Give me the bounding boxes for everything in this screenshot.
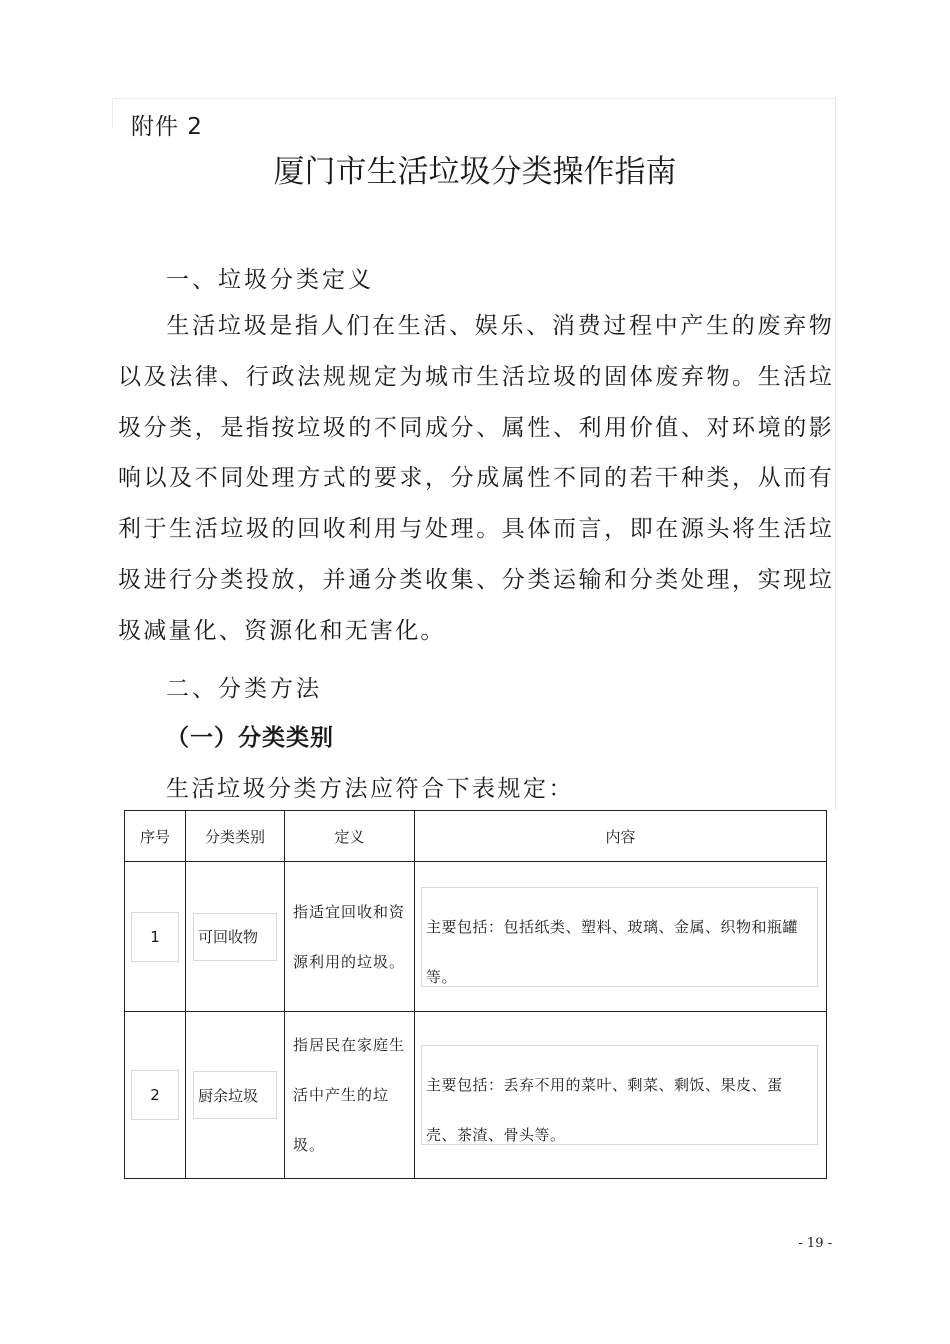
content-box: 主要包括：丢弃不用的菜叶、剩菜、剩饭、果皮、蛋壳、茶渣、骨头等。 [421, 1045, 818, 1145]
header-definition: 定义 [285, 811, 415, 862]
frame-left-line [112, 98, 113, 128]
header-category: 分类类别 [186, 811, 285, 862]
cell-no [125, 1012, 186, 1179]
table-row [125, 862, 827, 1012]
category-box: 可回收物 [193, 913, 277, 961]
definition-paragraph [118, 301, 834, 657]
frame-right-line [835, 98, 836, 810]
cell-content [415, 1012, 827, 1179]
section-heading-definition: 一、垃圾分类定义 [166, 267, 374, 293]
cell-no [125, 862, 186, 1012]
category-box: 厨余垃圾 [193, 1071, 277, 1119]
cell-definition [285, 862, 415, 1012]
table-intro-text: 生活垃圾分类方法应符合下表规定： [166, 776, 574, 802]
table-header-row [125, 811, 827, 862]
classification-table [124, 810, 827, 1179]
page-number: - 19 - [798, 1236, 832, 1251]
table-row [125, 1012, 827, 1179]
definition-paragraph-text: 生活垃圾是指人们在生活、娱乐、消费过程中产生的废弃物以及法律、行政法规规定为城市生活垃圾的固体废弃物。生活垃圾分类，是指按垃圾的不同成分、属性、利用价值、对环境的影响以及不同处理方式的要求，分成属性不同的若干种类，从而有利于生活垃圾的回收利用与处理。具体而言，即在源头将生活垃圾进行分类投放，并通分类收集、分类运输和分类处理，实现垃圾减量化、资源化和无害化。 [118, 313, 834, 644]
cell-category [186, 1012, 285, 1179]
definition-text: 指居民在家庭生活中产生的垃圾。 [293, 1036, 406, 1154]
cell-category [186, 862, 285, 1012]
frame-top-line [112, 98, 836, 99]
content-box: 主要包括：包括纸类、塑料、玻璃、金属、织物和瓶罐等。 [421, 887, 818, 987]
no-box: 1 [131, 912, 179, 962]
no-box: 2 [131, 1070, 179, 1120]
header-no: 序号 [125, 811, 186, 862]
subsection-heading-categories: （一）分类类别 [166, 725, 334, 751]
cell-definition [285, 1012, 415, 1179]
cell-content [415, 862, 827, 1012]
header-content: 内容 [415, 811, 827, 862]
definition-text: 指适宜回收和资源利用的垃圾。 [293, 902, 406, 971]
section-heading-methods: 二、分类方法 [166, 676, 322, 702]
page-title: 厦门市生活垃圾分类操作指南 [273, 154, 677, 190]
annex-label: 附件 2 [131, 114, 203, 140]
